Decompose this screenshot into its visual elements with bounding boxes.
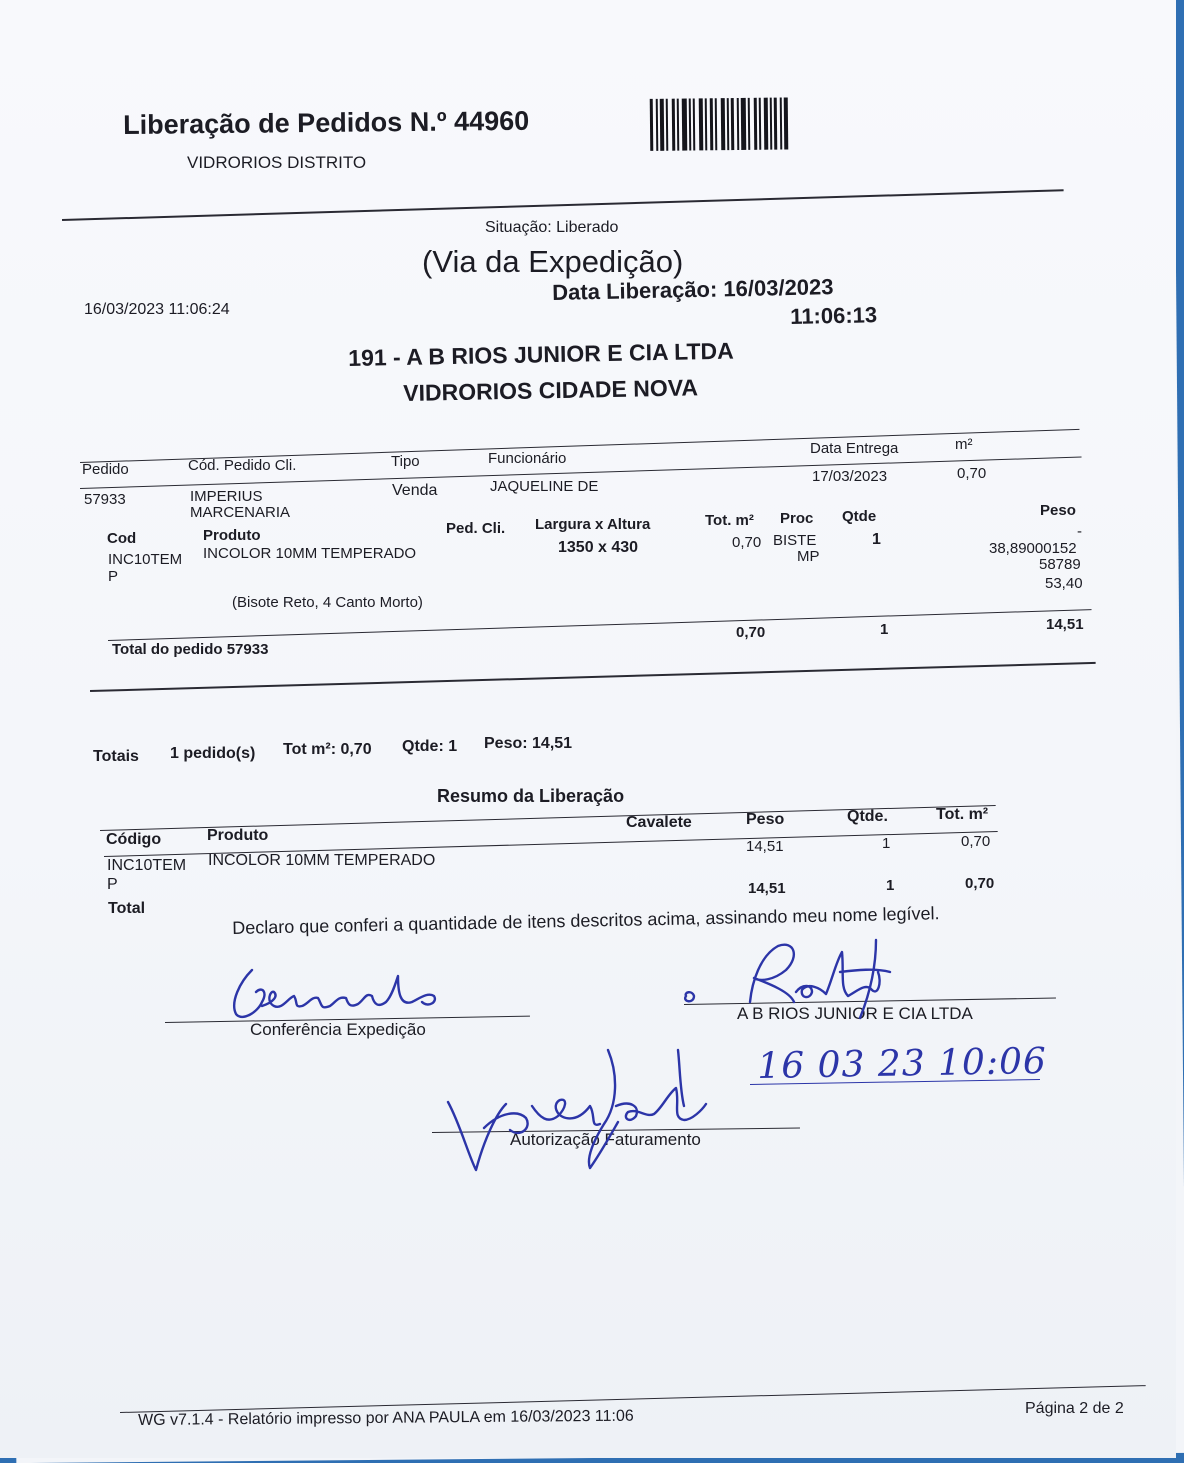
order-total-weight: 14,51 [1046, 616, 1084, 633]
summary-produto-header: Produto [207, 827, 269, 844]
col-tipo-header: Tipo [391, 453, 420, 470]
signature-conferencia [222, 962, 462, 1032]
item-proc-header: Proc [780, 510, 814, 527]
summary-codigo-header: Código [106, 831, 162, 848]
col-funcionario-header: Funcionário [488, 450, 567, 467]
order-total-m2: 0,70 [736, 624, 766, 641]
order-type: Venda [392, 482, 438, 499]
order-client-code-1: IMPERIUS [190, 488, 263, 505]
order-table-bottom-rule [90, 662, 1096, 692]
item-note: (Bisote Reto, 4 Canto Morto) [232, 594, 423, 611]
client-name: 191 - A B RIOS JUNIOR E CIA LTDA [348, 337, 734, 371]
item-tot-m2: 0,70 [732, 534, 762, 551]
signature-label-autorizacao: Autorização Faturamento [510, 1130, 701, 1149]
item-peso-header: Peso [1040, 502, 1076, 519]
item-cod-header: Cod [107, 530, 137, 547]
summary-total-m2: 0,70 [965, 875, 995, 892]
footer-page-number: Página 2 de 2 [1025, 1400, 1124, 1417]
document-subtitle: VIDRORIOS DISTRITO [187, 153, 367, 172]
item-qtde-header: Qtde [842, 508, 877, 525]
signature-autorizacao [440, 1044, 730, 1184]
item-weight-1: 38,89000152 [989, 540, 1077, 557]
order-number: 57933 [84, 491, 126, 508]
summary-title: Resumo da Liberação [437, 786, 625, 806]
summary-row-product: INCOLOR 10MM TEMPERADO [208, 852, 436, 869]
header-divider [62, 189, 1064, 221]
signature-label-client: A B RIOS JUNIOR E CIA LTDA [737, 1004, 973, 1023]
col-cod-pedido-cli-header: Cód. Pedido Cli. [188, 457, 297, 474]
summary-total-weight: 14,51 [748, 880, 786, 897]
status-text: Situação: Liberado [485, 219, 619, 236]
summary-total-qtde: 1 [886, 877, 895, 894]
totals-orders: 1 pedido(s) [170, 745, 256, 762]
item-code-1: INC10TEM [108, 551, 183, 568]
signature-client [680, 932, 900, 1022]
totals-m2: Tot m²: 0,70 [283, 741, 372, 758]
col-data-entrega-header: Data Entrega [810, 440, 899, 457]
release-time: 11:06:13 [790, 302, 878, 329]
item-tot-m2-header: Tot. m² [705, 512, 754, 529]
footer-printed-by: WG v7.1.4 - Relatório impresso por ANA PAULA em 16/03/2023 11:06 [138, 1407, 634, 1429]
totals-label: Totais [93, 748, 139, 765]
summary-row-qtde: 1 [882, 835, 891, 852]
item-weight-dash: - [1077, 523, 1082, 540]
item-proc-2: MP [797, 548, 820, 565]
item-weight-3: 53,40 [1045, 575, 1083, 592]
item-dimensions: 1350 x 430 [558, 539, 639, 556]
order-client-code-2: MARCENARIA [190, 504, 291, 521]
document-title: Liberação de Pedidos N.º 44960 [123, 105, 530, 140]
summary-row-m2: 0,70 [961, 833, 991, 850]
signature-label-conferencia: Conferência Expedição [250, 1020, 426, 1039]
item-product: INCOLOR 10MM TEMPERADO [203, 545, 417, 562]
handwritten-date: 16 03 23 10:06 [757, 1040, 1048, 1087]
item-code-2: P [108, 568, 119, 585]
barcode [650, 97, 827, 151]
summary-row-weight: 14,51 [746, 838, 784, 855]
summary-qtde-header: Qtde. [847, 808, 888, 825]
summary-tot-m2-header: Tot. m² [936, 806, 989, 823]
summary-cavalete-header: Cavalete [626, 814, 692, 831]
order-employee: JAQUELINE DE [490, 478, 599, 495]
summary-total-label: Total [108, 900, 146, 917]
order-total-qtde: 1 [880, 621, 889, 638]
release-date: Data Liberação: 16/03/2023 [552, 274, 834, 305]
item-weight-2: 58789 [1039, 556, 1081, 573]
summary-row-code-2: P [107, 876, 118, 893]
print-datetime: 16/03/2023 11:06:24 [84, 301, 230, 318]
item-proc-1: BISTE [773, 532, 817, 549]
client-store: VIDRORIOS CIDADE NOVA [403, 374, 699, 406]
summary-row-code-1: INC10TEM [107, 857, 187, 874]
declaration-text: Declaro que conferi a quantidade de itens descritos acima, assinando meu nome legível. [232, 903, 940, 938]
order-total-top-rule [108, 609, 1092, 641]
col-pedido-header: Pedido [82, 461, 129, 478]
item-ped-cli-header: Ped. Cli. [446, 520, 506, 537]
order-m2: 0,70 [957, 465, 987, 482]
totals-qtde: Qtde: 1 [402, 738, 458, 755]
item-quantity: 1 [872, 531, 881, 548]
order-delivery-date: 17/03/2023 [812, 468, 888, 485]
summary-peso-header: Peso [746, 811, 785, 828]
order-total-label: Total do pedido 57933 [112, 641, 269, 658]
item-dimensions-header: Largura x Altura [535, 516, 651, 533]
item-produto-header: Produto [203, 527, 261, 544]
copy-type: (Via da Expedição) [422, 244, 684, 279]
totals-weight: Peso: 14,51 [484, 735, 573, 752]
col-m2-header: m² [955, 436, 973, 453]
